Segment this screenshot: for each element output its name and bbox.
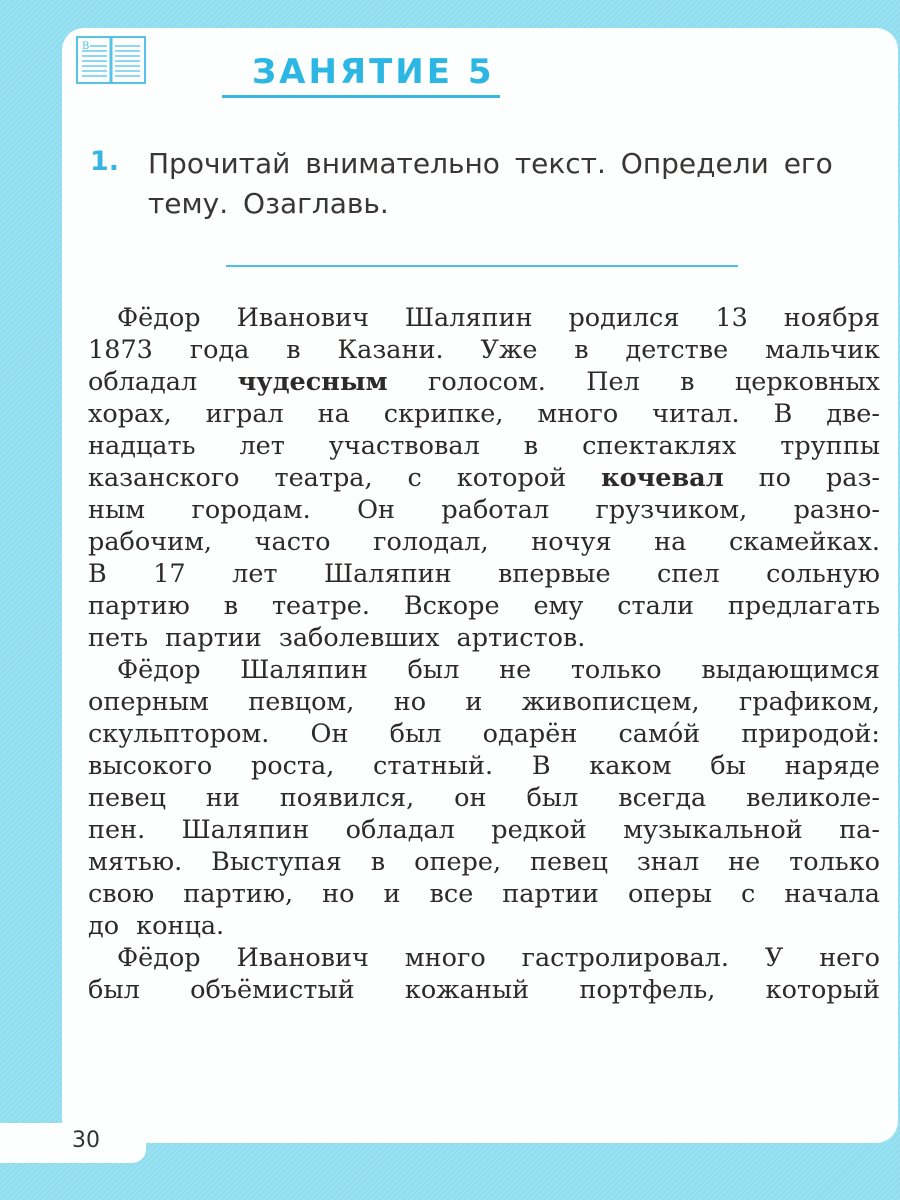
text-segment: казанского театра, с которой (88, 463, 602, 493)
text-line (88, 654, 880, 686)
title-answer-line[interactable] (226, 265, 738, 267)
text-segment: высокого роста, статный. В каком бы наряде (88, 751, 880, 781)
text-line (88, 462, 880, 494)
text-line (88, 814, 880, 846)
text-segment: по раз- (723, 463, 880, 493)
text-line (88, 846, 880, 878)
text-segment: ным городам. Он работал грузчиком, разно- (88, 495, 880, 525)
text-segment: до конца. (88, 911, 225, 941)
text-line (88, 974, 880, 1006)
text-segment: рабочим, часто голодал, ночуя на скамейках. (88, 527, 880, 557)
text-segment: 1873 года в Казани. Уже в детстве мальчик (88, 335, 880, 365)
reading-text (88, 302, 880, 1006)
task-instruction: Прочитай внимательно текст. Определи его тему. Озаглавь. (148, 147, 833, 220)
text-segment: певец ни появился, он был всегда великоле- (88, 783, 880, 813)
text-segment: голосом. Пел в церковных (387, 367, 880, 397)
text-line (88, 366, 880, 398)
text-line (88, 718, 880, 750)
text-line (88, 942, 880, 974)
text-line (88, 782, 880, 814)
lesson-title: ЗАНЯТИЕ 5 (252, 52, 495, 92)
text-segment: хорах, играл на скрипке, много читал. В две- (88, 399, 880, 429)
text-segment: партию в театре. Вскоре ему стали предлагать (88, 591, 880, 621)
text-segment: обладал (88, 367, 238, 397)
text-line (88, 558, 880, 590)
task-number: 1. (90, 146, 120, 177)
book-letter: В (82, 41, 90, 52)
text-segment: оперным певцом, но и живописцем, графиком, (88, 687, 880, 717)
text-segment: Фёдор Иванович много гастролировал. У него (117, 943, 880, 973)
text-line (88, 590, 880, 622)
text-line (88, 334, 880, 366)
text-segment: Фёдор Иванович Шаляпин родился 13 ноября (117, 303, 880, 333)
text-line (88, 910, 880, 942)
text-line (88, 302, 880, 334)
text-segment: пен. Шаляпин обладал редкой музыкальной па- (88, 815, 880, 845)
text-line (88, 526, 880, 558)
text-line (88, 494, 880, 526)
text-segment: скульптором. Он был одарён само́й природой: (88, 719, 880, 749)
text-line (88, 878, 880, 910)
text-segment: надцать лет участвовал в спектаклях труппы (88, 431, 880, 461)
text-line (88, 686, 880, 718)
bold-word: кочевал (601, 463, 724, 493)
page-number-tab (0, 1123, 146, 1163)
bold-word: чудесным (237, 367, 388, 397)
text-segment: петь партии заболевших артистов. (88, 623, 586, 653)
text-line (88, 750, 880, 782)
text-segment: Фёдор Шаляпин был не только выдающимся (117, 655, 880, 685)
text-segment: свою партию, но и все партии оперы с начала (88, 879, 880, 909)
text-line (88, 622, 880, 654)
text-line (88, 398, 880, 430)
text-segment: В 17 лет Шаляпин впервые спел сольную (88, 559, 880, 589)
title-underline (222, 95, 500, 98)
text-line (88, 430, 880, 462)
text-segment: мятью. Выступая в опере, певец знал не только (88, 847, 880, 877)
open-book-icon (76, 34, 146, 86)
text-segment: был объёмистый кожаный портфель, который (88, 975, 880, 1005)
page-number: 30 (72, 1128, 100, 1153)
